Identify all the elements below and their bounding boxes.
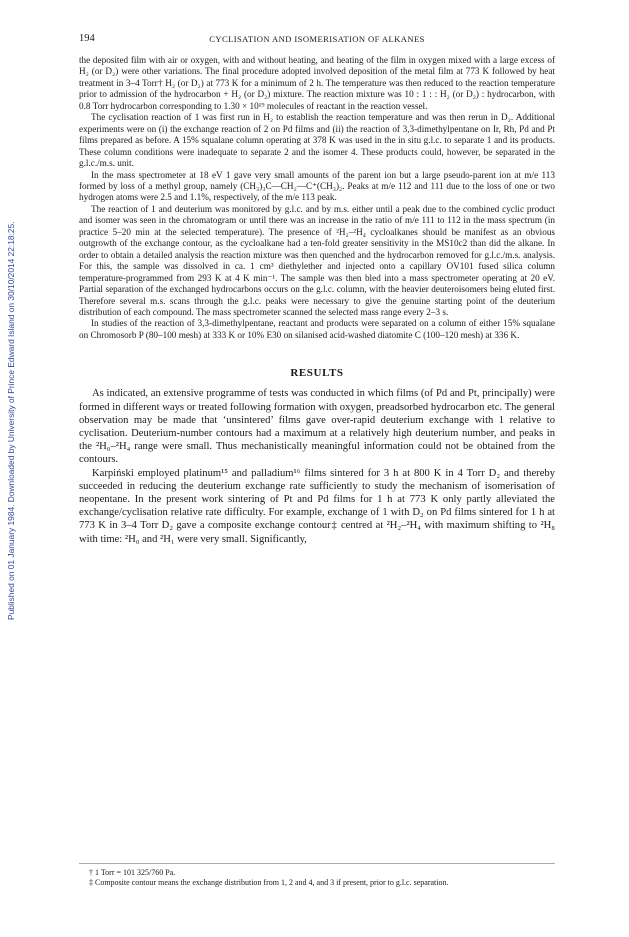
paragraph: The cyclisation reaction of 1 was first run in H₂ to establish the reaction temperature and was then rerun in D₂. Additional experiments were on (i) the exchange reaction of 2 on Pd films and (ii) the reaction of 3,3-dimethylpentane on Ir, Rh, Pd and Pt films prepared as before. A 15% squalane column operating at 378 K was used in the in situ g.l.c. to separate 1 and its products. These column conditions were inadequate to separate 2 and the isomer 4. These products could, however, be separated in the g.l.c./m.s. unit. bbox=[79, 112, 555, 169]
footnote: ‡ Composite contour means the exchange distribution from 1, 2 and 4, and 3 if present, prior to g.l.c. separation. bbox=[89, 878, 449, 887]
experimental-section bbox=[79, 55, 555, 341]
paragraph: In studies of the reaction of 3,3-dimethylpentane, reactant and products were separated on a column of either 15% squalane on Chromosorb P (80–100 mesh) at 333 K or 10% E30 on silanised acid-washed diatomite C (100–120 mesh) at 336 K. bbox=[79, 318, 555, 340]
article-body bbox=[79, 55, 555, 546]
footnote-divider bbox=[79, 863, 555, 864]
page-header bbox=[79, 33, 555, 47]
paragraph: the deposited film with air or oxygen, with and without heating, and heating of the film in oxygen mixed with a large excess of H₂ (or D₂) were other variations. The final procedure adopted involved deposition of the metal film at 773 K followed by heat treatment in 3–4 Torr† H₂ (or D₂) at 773 K for a minimum of 2 h. The temperature was then reduced to the reaction temperature prior to admission of the hydrocarbon + H₂ (or D₂) mixture. The reaction mixture was 10 : 1 : : H₂ (or D₂) : hydrocarbon, with 0.8 Torr hydrocarbon corresponding to 1.30 × 10¹⁹ molecules of reactant in the reaction vessel. bbox=[79, 55, 555, 111]
running-head: CYCLISATION AND ISOMERISATION OF ALKANES bbox=[209, 34, 425, 44]
paragraph: Karpiński employed platinum¹⁵ and palladium¹⁶ films sintered for 3 h at 800 K in 4 Torr D₂ and thereby succeeded in reducing the deuterium exchange rate sufficiently to study the mechanism of isomerisation of neopentane. In the present work sintering of Pt and Pd films for 1 h at 773 K only partly alleviated the exchange/cyclisation relative rate difficulty. For example, exchange of 1 with D₂ on Pd films sintered for 1 h at 773 K in 3–4 Torr D₂ gave a composite exchange contour‡ centred at ²H₂–²H₄ with maximum shifting to ²H₈ with time: ²H₀ and ²H₁ were very small. Significantly, bbox=[79, 467, 555, 545]
download-watermark-text: Published on 01 January 1984. Downloaded by University of Prince Edward Island on 30/10/2014 22:18:25. bbox=[6, 221, 16, 620]
paragraph: In the mass spectrometer at 18 eV 1 gave very small amounts of the parent ion but a large pseudo-parent ion at m/e 113 formed by loss of a methyl group, namely (CH₃)₃C—CH₂—C⁺(CH₃)₂. Peaks at m/e 112 and 111 due to the loss of one or two hydrogen atoms were 2.5 and 1.1%, respectively, of the m/e 113 peak. bbox=[79, 169, 555, 203]
footnote: † 1 Torr = 101 325/760 Pa. bbox=[89, 868, 176, 877]
paragraph: As indicated, an extensive programme of tests was conducted in which films (of Pd and Pt, principally) were formed in different ways or treated following formation with oxygen, preadsorbed hydrocarbon etc. The general observation may be made that ‘unsintered’ films gave over-rapid deuterium exchange with 1 relative to cyclisation. Deuterium-number contours had a maximum at a relatively high deuterium number, and peaks in the ²H₀–²H₄ range were small. Thus mechanistically meaningful information could not be obtained from the contours. bbox=[79, 388, 555, 466]
paragraph: The reaction of 1 and deuterium was monitored by g.l.c. and by m.s. either until a peak due to the combined cyclic product and isomer was seen in the chromatogram or until there was an increase in the ratio of m/e 111 to 112 in the mass spectrum (in practice 5–20 min at the selected temperature). The presence of ²H₂–²H₄ cycloalkanes should be manifest as an obvious outgrowth of the exchange contour, as the cycloalkane had a ten-fold greater sensitivity in the MS10c2 than did the alkane. In order to obtain a detailed analysis the reaction mixture was then quenched and the hydrocarbon removed for g.l.c./m.s. analysis. For this, the sample was dissolved in ca. 1 cm³ diethylether and injected onto a capillary OV101 fused silica column temperature-programmed from 293 K at 4 K min⁻¹. The sample was then bled into a mass spectrometer operating at 20 eV. Partial separation of the exchanged hydrocarbons occurs on the g.l.c. column, with the heavier deuteroisomers being eluted first. Therefore several m.s. scans through the g.l.c. peaks were necessary to give the genuine starting point of the deuterium distribution of each compound. The mass spectrometer scanned the selected mass range every 2–3 s. bbox=[79, 203, 555, 317]
page-number: 194 bbox=[79, 33, 95, 44]
download-watermark bbox=[6, 60, 18, 620]
footnotes bbox=[79, 868, 555, 888]
results-section bbox=[79, 387, 555, 545]
section-heading-results: RESULTS bbox=[290, 367, 344, 380]
